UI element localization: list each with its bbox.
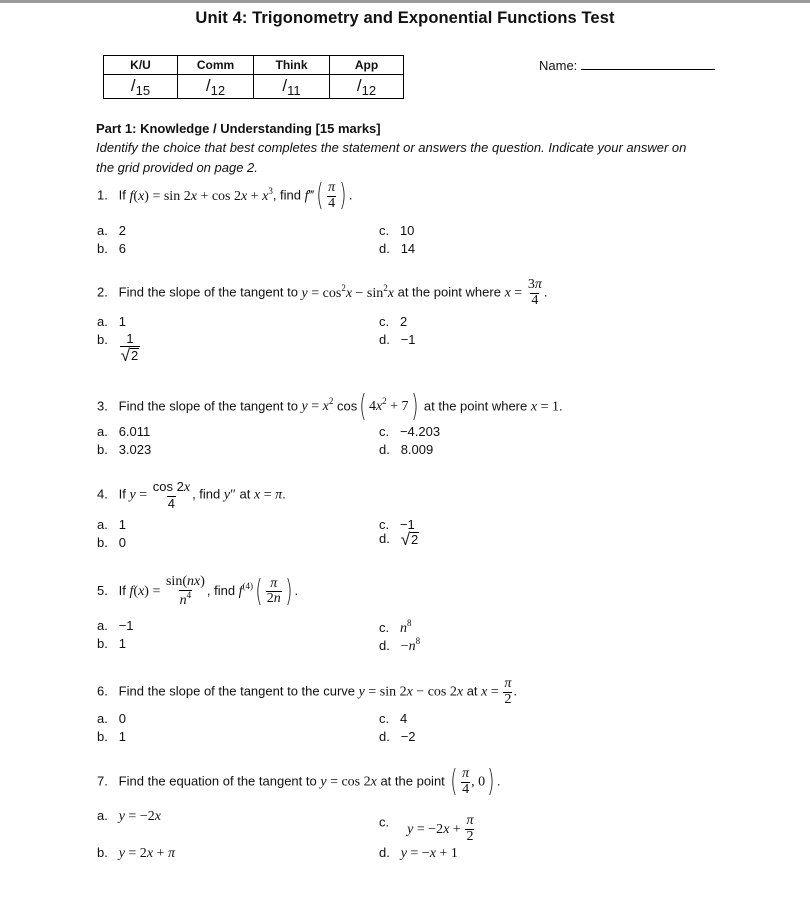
q1-option-c[interactable]: c. 10: [379, 223, 415, 238]
q5-option-b[interactable]: b. 1: [97, 636, 126, 651]
q1-option-b[interactable]: b. 6: [97, 241, 126, 256]
score-table: [103, 55, 404, 99]
name-field[interactable]: [539, 57, 715, 73]
q3-option-c[interactable]: c. −4.203: [379, 424, 441, 439]
q5-option-d[interactable]: d. $-n^8$: [379, 636, 421, 654]
question-7: 7. Find the equation of the tangent to y = cos 2x at the point ( $\frac{\pi}{4}$ , 0) .: [97, 764, 501, 800]
q6-option-a[interactable]: a. 0: [97, 711, 126, 726]
q5-option-a[interactable]: a. −1: [97, 618, 134, 633]
score-cell-ku[interactable]: $/_{15}$: [104, 75, 178, 99]
q2-option-a[interactable]: a. 1: [97, 314, 126, 329]
question-1: 1. If $f(x) = \sin 2x + \cos 2x + x^3$, find f‴( $\frac{\pi}{4}$ ) .: [97, 178, 353, 214]
q6-option-b[interactable]: b. 1: [97, 729, 126, 744]
q2-option-c[interactable]: c. 2: [379, 314, 408, 329]
question-5: 5. If f(x) = $\frac{\sin(nx)}{n^4}$ , find $f^{(4)}$( $\frac{\pi}{2n}$ ) .: [97, 573, 299, 609]
score-header-ku: K/U: [104, 56, 178, 75]
part-heading: Part 1: Knowledge / Understanding [15 marks]: [96, 121, 381, 136]
q4-option-c[interactable]: c. −1: [379, 517, 415, 532]
q4-option-a[interactable]: a. 1: [97, 517, 126, 532]
q7-option-b[interactable]: b. y = 2x + π: [97, 845, 175, 861]
name-line[interactable]: [581, 57, 715, 70]
q7-option-a[interactable]: a. y = −2x: [97, 808, 161, 824]
q2-option-d[interactable]: d. −1: [379, 332, 416, 347]
q7-option-c[interactable]: c. y = −2x + $\frac{\pi}{2}$: [379, 813, 474, 844]
score-cell-comm[interactable]: $/_{12}$: [178, 75, 254, 99]
q4-option-b[interactable]: b. 0: [97, 535, 126, 550]
q6-option-c[interactable]: c. 4: [379, 711, 408, 726]
q4-option-d[interactable]: d. √ 2: [379, 530, 419, 550]
q7-option-d[interactable]: d. y = −x + 1: [379, 845, 458, 861]
question-3: 3. Find the slope of the tangent to $y = x^2$ cos( $4x^2 + 7$) at the point where x = 1.: [97, 389, 563, 424]
score-header-app: App: [330, 56, 404, 75]
question-6: 6. Find the slope of the tangent to the curve y = sin 2x − cos 2x at x = $\frac{\pi}{2}$ .: [97, 676, 518, 707]
page-title: Unit 4: Trigonometry and Exponential Functions Test: [195, 9, 615, 27]
q3-option-d[interactable]: d. 8.009: [379, 442, 434, 457]
score-cell-app[interactable]: $/_{12}$: [330, 75, 404, 99]
q6-option-d[interactable]: d. −2: [379, 729, 416, 744]
top-rule: [0, 0, 810, 3]
question-2: 2. Find the slope of the tangent to $y = \cos^2x - \sin^2x$ at the point where x = $\frac{3\pi}{4}$ .: [97, 277, 548, 308]
q1-option-a[interactable]: a. 2: [97, 223, 126, 238]
name-label: Name:: [539, 58, 578, 73]
q3-option-b[interactable]: b. 3.023: [97, 442, 152, 457]
q3-option-a[interactable]: a. 6.011: [97, 424, 151, 439]
instructions-line-1: Identify the choice that best completes the statement or answers the question. Indicate your answer on: [96, 140, 687, 155]
question-4: 4. If y = $\frac{\cos 2x}{4}$ , find y″ at x = π.: [97, 479, 286, 511]
score-cell-think[interactable]: $/_{11}$: [254, 75, 330, 99]
score-header-think: Think: [254, 56, 330, 75]
q5-option-c[interactable]: c. $n^8$: [379, 618, 412, 636]
instructions-line-2: the grid provided on page 2.: [96, 160, 258, 175]
q2-option-b[interactable]: b. 1 √ 2: [97, 331, 139, 365]
q1-option-d[interactable]: d. 14: [379, 241, 416, 256]
score-header-comm: Comm: [178, 56, 254, 75]
